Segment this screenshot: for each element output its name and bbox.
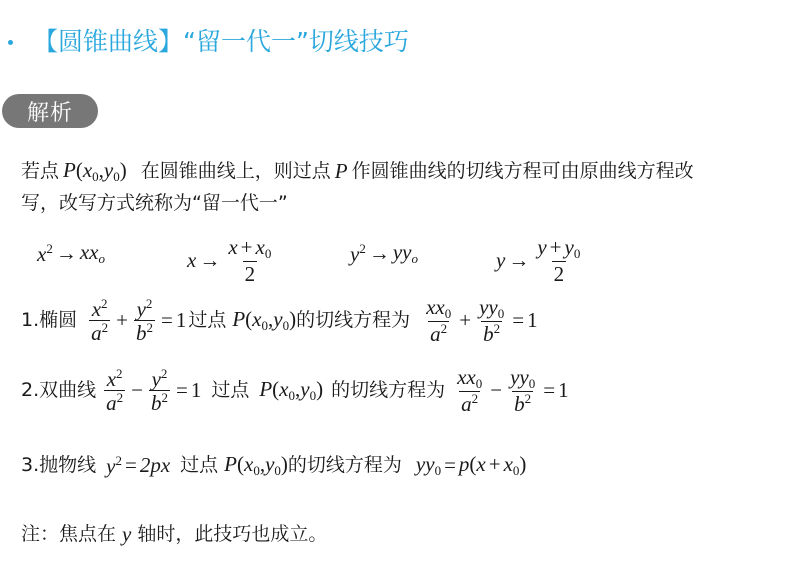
- item-hyperbola: 2.双曲线 $\frac{x^2}{a^2}$ − $\frac{y^2}{b^2}$ = 1 过点 $P(x_0,y_0)$ 的切线方程为 $\frac{xx_0}{a^2}$ − $\frac{yy_0}{b^2}$ = 1: [21, 365, 569, 416]
- page-title: 【圆锥曲线】“留一代一”切线技巧: [33, 27, 409, 56]
- intro-line-2: 写，改写方式统称为“留一代一”: [21, 192, 288, 214]
- parabola-label: 3.抛物线: [21, 454, 97, 476]
- item-parabola: 3.抛物线 $y^2$ = 2px 过点 $P(x_0,y_0)$ 的切线方程为 $yy_0$ = $p(x + x_0)$: [21, 452, 527, 478]
- intro-text-c: 作圆锥曲线的切线方程可由原曲线方程改: [351, 160, 694, 182]
- point-p-symbol: P: [334, 159, 348, 183]
- rule-y: y → $\frac{y + y_0}{2}$: [496, 235, 581, 286]
- bullet-dot-icon: [8, 40, 13, 45]
- rule-x: x → $\frac{x + x_0}{2}$: [187, 235, 272, 286]
- page-title-row: [8, 22, 409, 58]
- rule-y-squared: $y^2$ → $yy_o$: [350, 240, 418, 266]
- intro-text-b: 在圆锥曲线上，则过点: [140, 160, 331, 182]
- note-line: 注：焦点在 y 轴时，此技巧也成立。: [21, 522, 328, 546]
- rule-x-squared: $x^2$ → $xx_o$: [37, 240, 105, 266]
- section-badge: 解析: [2, 94, 98, 128]
- intro-line-1: [21, 160, 694, 183]
- point-p: $P(x_0,y_0)$: [63, 158, 127, 184]
- intro-text-a: 若点: [21, 160, 60, 182]
- hyperbola-label: 2.双曲线: [21, 379, 97, 402]
- ellipse-label: 1.椭圆: [21, 309, 78, 332]
- item-ellipse: 1.椭圆 $\frac{x^2}{a^2}$ + $\frac{y^2}{b^2}$ = 1 过点 $P(x_0,y_0)$ 的切线方程为 $\frac{xx_0}{a^2}$ + $\frac{yy_0}{b^2}$ = 1: [21, 295, 538, 346]
